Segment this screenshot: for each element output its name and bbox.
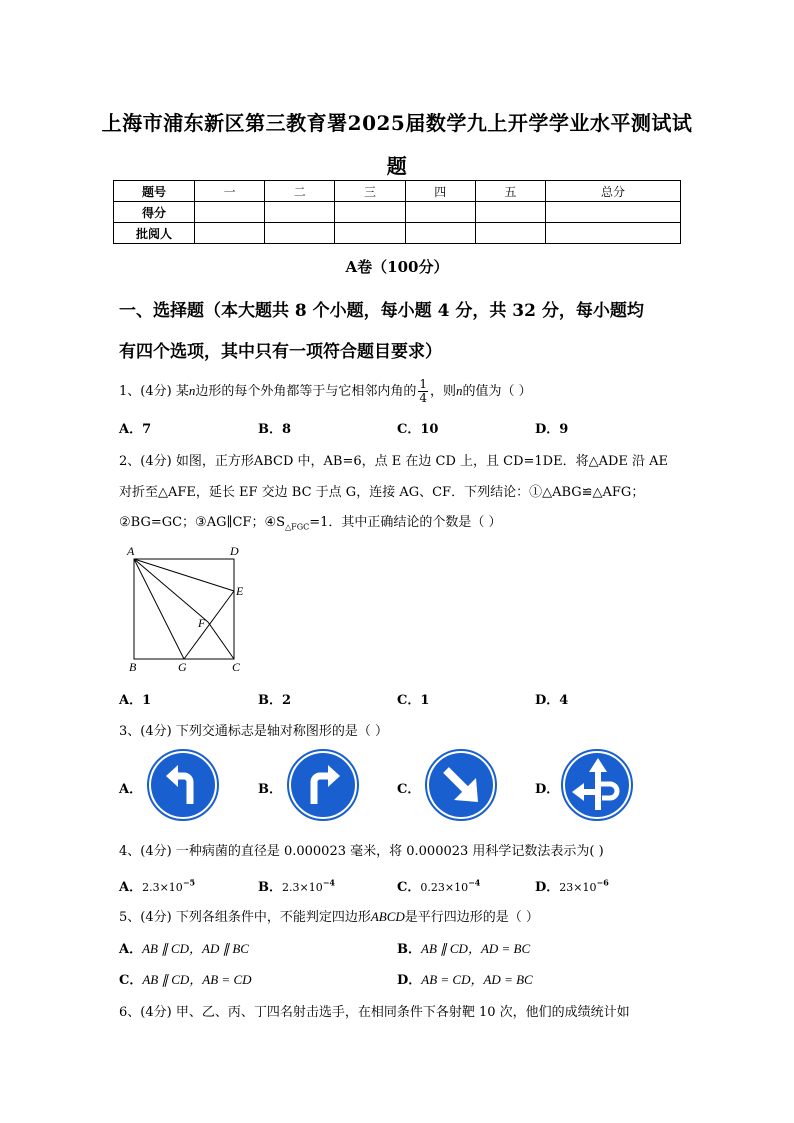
option-value: AB ∥ CD，AB = CD: [142, 972, 252, 987]
option-label: C．: [397, 880, 421, 895]
table-cell: 四: [405, 181, 475, 202]
table-cell: [195, 223, 265, 244]
q3-option-a[interactable]: A．: [119, 782, 143, 797]
table-cell: 题号: [114, 181, 195, 202]
part1-heading-line2: 有四个选项，其中只有一项符合题目要求）: [119, 342, 442, 362]
q2-option-b[interactable]: [258, 689, 291, 708]
q1-text: ，则: [429, 384, 456, 399]
segment-ae: [134, 559, 234, 591]
q3-option-c[interactable]: C．: [397, 782, 421, 797]
q5-option-b[interactable]: [397, 938, 530, 957]
table-row: [114, 202, 681, 223]
option-exponent: −4: [322, 877, 335, 888]
q5-option-d[interactable]: [397, 969, 533, 988]
q1-option-b[interactable]: [258, 418, 291, 437]
fraction-denominator: 4: [419, 391, 427, 405]
table-cell: [546, 202, 681, 223]
table-cell: 三: [335, 181, 405, 202]
option-value: 2.3×10: [142, 881, 183, 894]
q2-option-c[interactable]: [397, 689, 429, 708]
option-label: C．: [397, 422, 421, 437]
q4-option-d[interactable]: [535, 876, 609, 895]
table-cell: [475, 202, 545, 223]
q5-text: 5、(4分) 下列各组条件中，不能判定四边形: [119, 910, 371, 925]
option-label: D．: [535, 693, 560, 708]
turn-right-sign-icon: [286, 748, 360, 822]
q2-option-a[interactable]: [119, 689, 151, 708]
option-value: 1: [142, 693, 152, 708]
straight-or-left-sign-icon: [560, 748, 634, 822]
option-value: 2: [282, 693, 292, 708]
label-e: E: [236, 584, 244, 598]
table-cell: [335, 202, 405, 223]
option-label: A．: [119, 880, 143, 895]
option-label: B．: [258, 422, 282, 437]
option-exponent: −6: [596, 877, 609, 888]
option-label: B．: [397, 942, 421, 957]
q4-option-a[interactable]: [119, 876, 195, 895]
q5-option-c[interactable]: [119, 969, 252, 988]
diagonal-arrow-sign-icon: [424, 748, 498, 822]
question-5-stem: [119, 906, 539, 925]
option-label: B．: [258, 693, 282, 708]
label-g: G: [178, 660, 187, 674]
table-cell: [475, 223, 545, 244]
segment-fc: [208, 622, 234, 659]
label-d: D: [230, 544, 239, 558]
q2-subscript: △FGC: [285, 522, 310, 532]
q2-text: ②BG=GC；③AG∥CF；④S: [119, 515, 286, 530]
fraction-numerator: 1: [419, 377, 427, 391]
question-2-line2: 对折至△AFE，延长 EF 交边 BC 于点 G，连接 AG、CF．下列结论：①△ABG≌△AFG；: [119, 485, 645, 500]
option-value: 2.3×10: [282, 881, 323, 894]
q1-option-c[interactable]: [397, 418, 438, 437]
q1-text: 边形的每个外角都等于与它相邻内角的: [195, 384, 417, 399]
option-label: A．: [119, 693, 143, 708]
table-cell: [265, 202, 335, 223]
doc-title-line2: 题: [386, 154, 408, 178]
option-value: AB = CD，AD = BC: [421, 972, 533, 987]
table-cell: [195, 202, 265, 223]
option-exponent: −5: [182, 877, 196, 888]
q1-option-d[interactable]: [535, 418, 568, 437]
table-cell: 一: [195, 181, 265, 202]
q5-option-a[interactable]: [119, 938, 249, 957]
option-label: A．: [119, 942, 143, 957]
q1-var-n: n: [188, 383, 196, 398]
question-6-stem: 6、(4分) 甲、乙、丙、丁四名射击选手，在相同条件下各射靶 10 次，他们的成绩统计如: [119, 1005, 630, 1020]
q5-var-abcd: ABCD: [370, 909, 405, 924]
q2-text: =1．其中正确结论的个数是（ ）: [309, 515, 502, 530]
doc-title-line1: 上海市浦东新区第三教育署2025届数学九上开学学业水平测试试: [101, 111, 693, 135]
question-2-line3: [119, 511, 502, 532]
table-cell: 五: [475, 181, 545, 202]
option-value: AB ∥ CD，AD = BC: [421, 941, 531, 956]
table-cell: 批阅人: [114, 223, 195, 244]
option-label: C．: [119, 973, 143, 988]
q1-text: 的值为（ ）: [462, 384, 532, 399]
section-a-heading: A卷（100分）: [345, 258, 449, 276]
question-1-stem: [119, 378, 532, 405]
option-value: 0.23×10: [420, 881, 469, 894]
q1-fraction: [418, 378, 428, 405]
option-exponent: −4: [468, 877, 481, 888]
segment-ag: [134, 559, 184, 659]
table-cell: 总分: [546, 181, 681, 202]
label-b: B: [129, 660, 137, 674]
option-value: AB ∥ CD，AD ∥ BC: [142, 941, 249, 956]
table-cell: 二: [265, 181, 335, 202]
option-label: D．: [535, 880, 560, 895]
label-a: A: [127, 544, 135, 558]
table-header-row: [114, 181, 681, 202]
option-value: 10: [420, 422, 439, 437]
option-value: 4: [559, 693, 569, 708]
option-label: D．: [535, 422, 560, 437]
question-3-stem: 3、(4分) 下列交通标志是轴对称图形的是（ ）: [119, 724, 388, 739]
table-cell: [265, 223, 335, 244]
option-value: 23×10: [559, 881, 597, 894]
table-row: [114, 223, 681, 244]
part1-heading-line1: 一、选择题（本大题共 8 个小题，每小题 4 分，共 32 分，每小题均: [119, 301, 644, 321]
q2-option-d[interactable]: [535, 689, 568, 708]
question-2-line1: 2、(4分) 如图，正方形ABCD 中，AB=6，点 E 在边 CD 上，且 CD=1DE．将△ADE 沿 AE: [119, 454, 669, 469]
table-cell: [405, 202, 475, 223]
q2-geometry-figure: [120, 540, 260, 678]
q4-option-c[interactable]: [397, 876, 480, 895]
option-value: 7: [142, 422, 152, 437]
label-c: C: [232, 660, 241, 674]
option-label: D．: [397, 973, 422, 988]
option-value: 8: [282, 422, 292, 437]
score-table: [113, 180, 681, 244]
q3-option-b[interactable]: B．: [258, 782, 282, 797]
q3-option-d[interactable]: D．: [535, 782, 560, 797]
q1-option-a[interactable]: [119, 418, 151, 437]
option-value: 9: [559, 422, 569, 437]
table-cell: [546, 223, 681, 244]
q5-text: 是平行四边形的是（ ）: [404, 910, 539, 925]
label-f: F: [198, 616, 206, 630]
table-cell: 得分: [114, 202, 195, 223]
q1-var-n: n: [456, 383, 463, 398]
option-label: B．: [258, 880, 282, 895]
table-cell: [405, 223, 475, 244]
turn-left-sign-icon: [146, 748, 220, 822]
q1-text: 1、(4分) 某: [119, 384, 189, 399]
option-value: 1: [420, 693, 430, 708]
q4-option-b[interactable]: [258, 876, 335, 895]
option-label: C．: [397, 693, 421, 708]
question-4-stem: 4、(4分) 一种病菌的直径是 0.000023 毫米，将 0.000023 用科学记数法表示为( ): [119, 844, 604, 859]
square-abcd: [134, 559, 234, 659]
table-cell: [335, 223, 405, 244]
option-label: A．: [119, 422, 143, 437]
segment-af: [134, 559, 208, 622]
